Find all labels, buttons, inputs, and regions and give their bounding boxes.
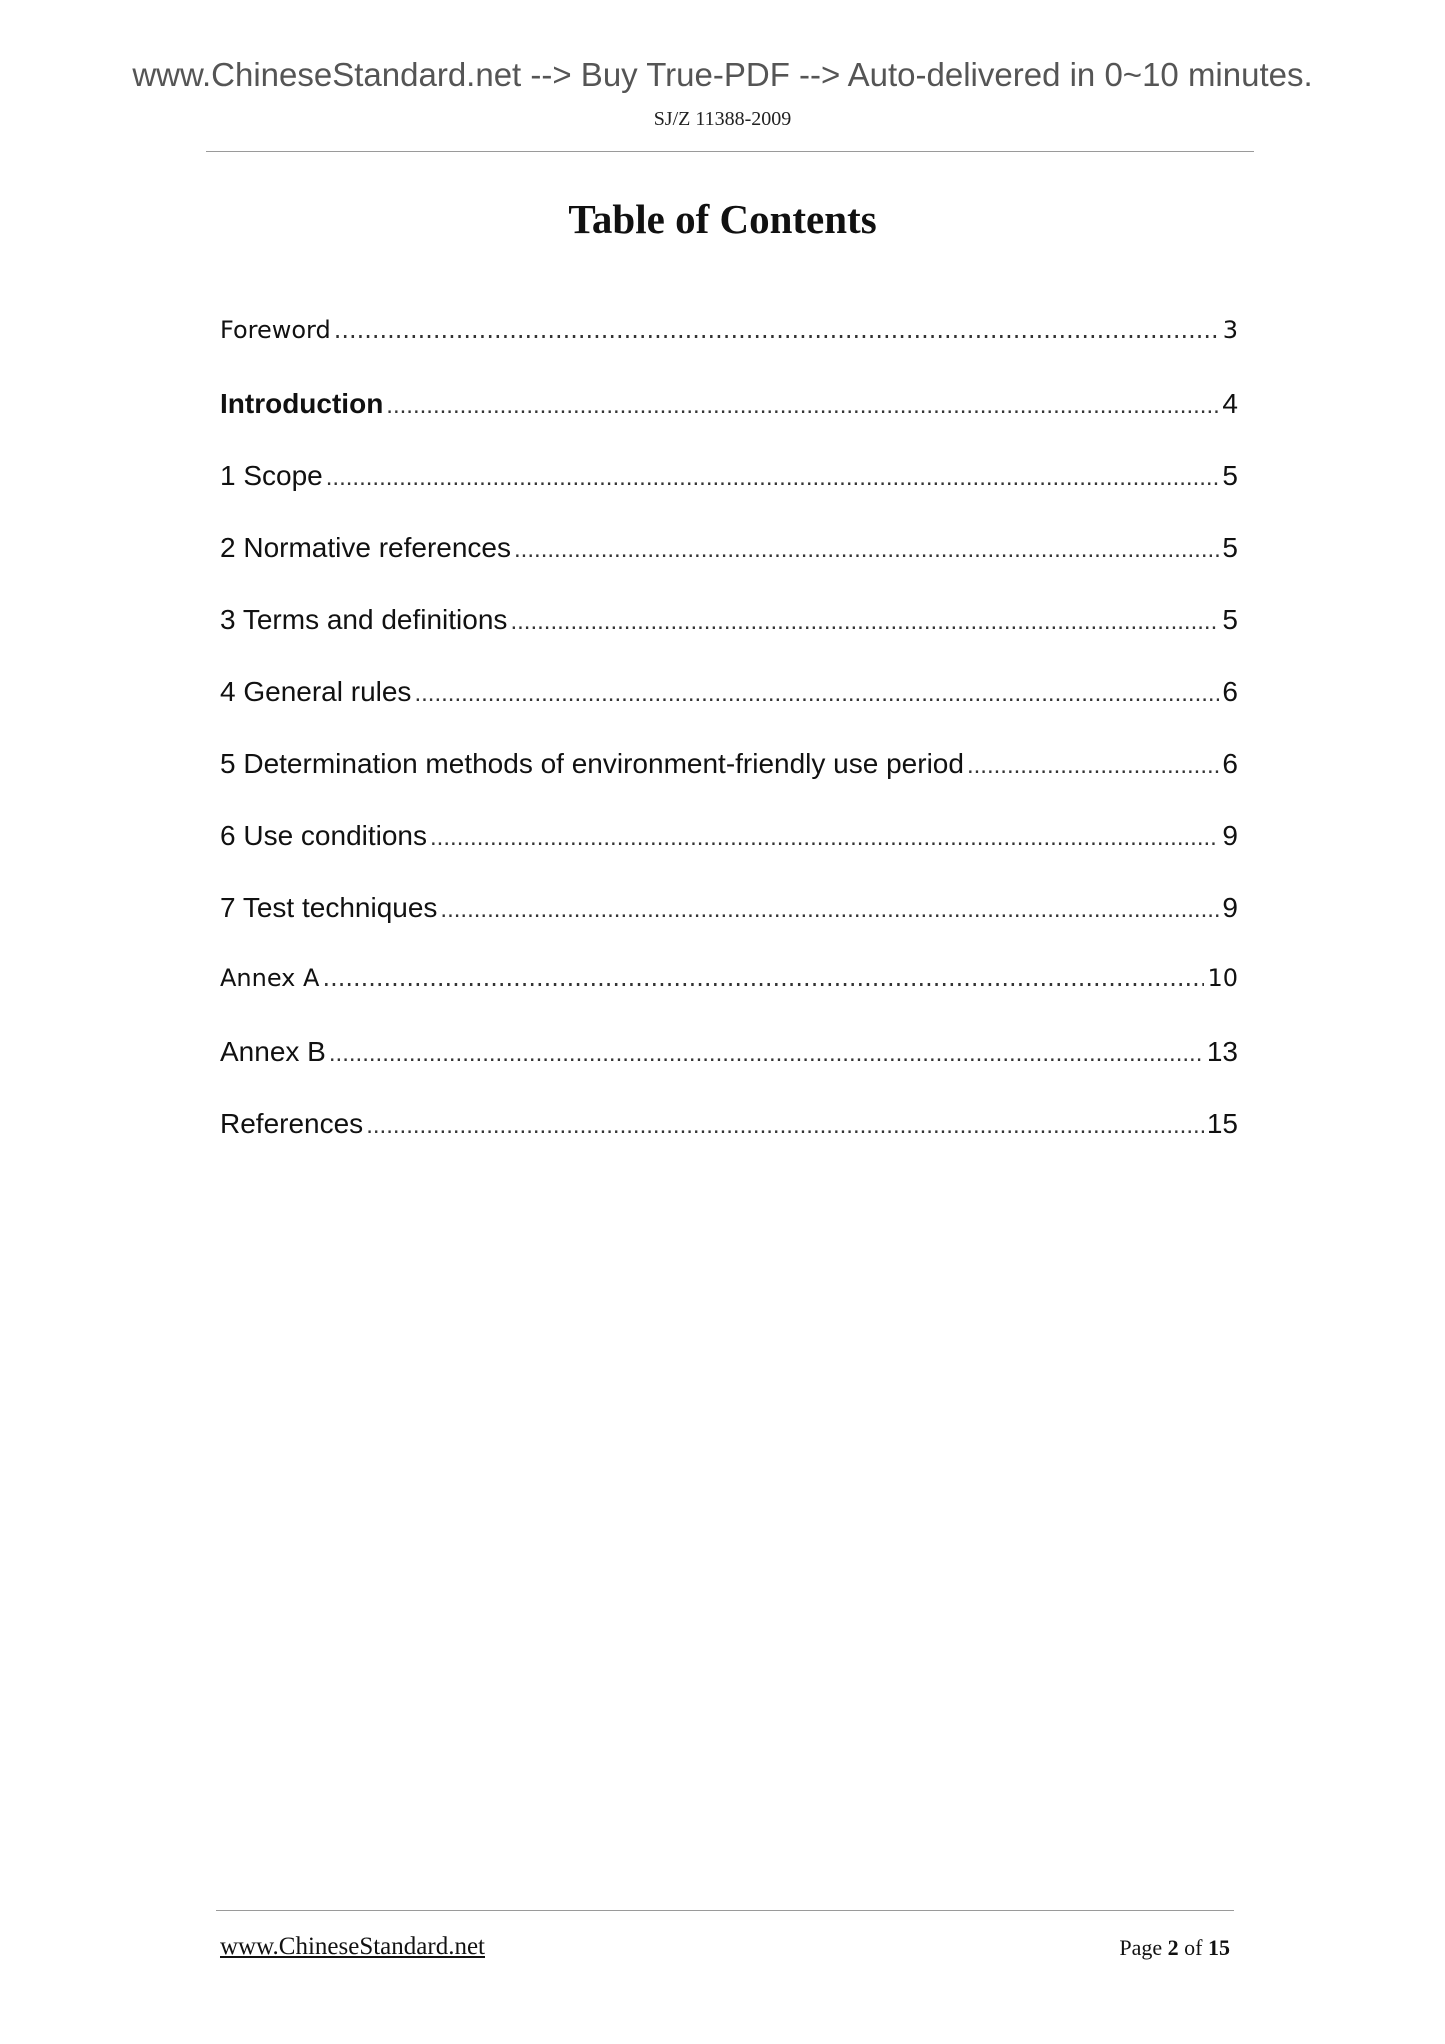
toc-entry-page: 10 — [1207, 964, 1238, 992]
toc-dot-leader — [386, 392, 1219, 420]
toc-dot-leader — [414, 680, 1219, 708]
of-word: of — [1184, 1935, 1203, 1960]
footer-website-link[interactable]: www.ChineseStandard.net — [220, 1933, 485, 1960]
table-of-contents — [220, 316, 1238, 1180]
page-word: Page — [1119, 1935, 1163, 1960]
toc-entry-page: 5 — [1222, 460, 1238, 491]
toc-dot-leader — [430, 824, 1219, 852]
toc-dot-leader — [334, 316, 1220, 344]
toc-entry-page: 15 — [1206, 1108, 1238, 1139]
toc-entry-label: Annex B — [220, 1036, 326, 1067]
toc-entry-determination-methods[interactable] — [220, 748, 1238, 820]
toc-entry-page: 3 — [1222, 316, 1238, 344]
toc-entry-label: Introduction — [220, 388, 384, 419]
toc-entry-label: 3 Terms and definitions — [220, 604, 508, 635]
toc-dot-leader — [514, 536, 1219, 564]
header-divider — [206, 151, 1254, 152]
toc-entry-references[interactable] — [220, 1108, 1238, 1180]
toc-entry-label: Foreword — [220, 316, 331, 344]
toc-dot-leader — [322, 964, 1204, 992]
toc-entry-page: 6 — [1222, 676, 1238, 707]
toc-entry-label: 7 Test techniques — [220, 892, 438, 923]
toc-entry-annex-a[interactable] — [220, 964, 1238, 1036]
toc-entry-foreword[interactable] — [220, 316, 1238, 388]
toc-entry-annex-b[interactable] — [220, 1036, 1238, 1108]
current-page: 2 — [1167, 1935, 1179, 1960]
toc-entry-terms-and-definitions[interactable] — [220, 604, 1238, 676]
toc-entry-page: 13 — [1206, 1036, 1238, 1067]
toc-dot-leader — [329, 1040, 1204, 1068]
page-title: Table of Contents — [568, 196, 877, 242]
document-code: SJ/Z 11388-2009 — [653, 108, 792, 130]
toc-entry-page: 5 — [1222, 604, 1238, 635]
toc-dot-leader — [510, 608, 1219, 636]
toc-entry-page: 4 — [1222, 388, 1238, 419]
toc-entry-test-techniques[interactable] — [220, 892, 1238, 964]
toc-entry-use-conditions[interactable] — [220, 820, 1238, 892]
page-number — [1119, 1935, 1230, 1961]
toc-entry-normative-references[interactable] — [220, 532, 1238, 604]
toc-entry-introduction[interactable] — [220, 388, 1238, 460]
toc-dot-leader — [967, 752, 1219, 780]
toc-entry-label: 4 General rules — [220, 676, 412, 707]
toc-entry-label: 2 Normative references — [220, 532, 512, 563]
toc-entry-label: 1 Scope — [220, 460, 323, 491]
toc-entry-label: 6 Use conditions — [220, 820, 428, 851]
footer-divider — [216, 1910, 1234, 1911]
toc-entry-page: 9 — [1222, 820, 1238, 851]
total-pages: 15 — [1208, 1935, 1230, 1960]
toc-dot-leader — [366, 1112, 1204, 1140]
toc-entry-label: References — [220, 1108, 364, 1139]
toc-entry-scope[interactable] — [220, 460, 1238, 532]
toc-entry-page: 9 — [1222, 892, 1238, 923]
toc-entry-page: 5 — [1222, 532, 1238, 563]
top-banner: www.ChineseStandard.net --> Buy True-PDF --> Auto-delivered in 0~10 minutes. — [132, 56, 1313, 93]
toc-entry-page: 6 — [1222, 748, 1238, 779]
toc-entry-label: 5 Determination methods of environment-friendly use period — [220, 748, 964, 779]
toc-dot-leader — [326, 464, 1220, 492]
toc-entry-label: Annex A — [220, 964, 320, 992]
toc-dot-leader — [440, 896, 1219, 924]
toc-entry-general-rules[interactable] — [220, 676, 1238, 748]
